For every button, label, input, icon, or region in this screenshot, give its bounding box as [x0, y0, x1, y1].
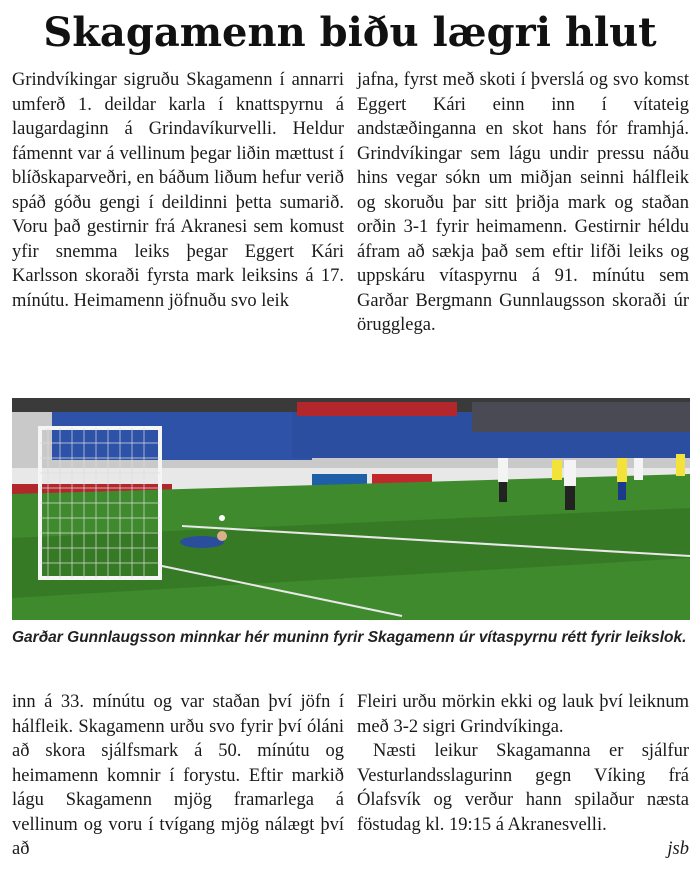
player-legs — [499, 482, 507, 502]
paragraph: Fleiri urðu mörkin ekki og lauk því leiknum með 3-2 sigri Grindvíkinga. — [357, 692, 689, 737]
goalkeeper-head — [217, 531, 227, 541]
article-column-3 — [12, 690, 344, 862]
paragraph: Næsti leikur Skagamanna er sjálfur Vesturlandsslagurinn gegn Víking frá Ólafsvík og verður hann spilaður næsta föstudag kl. 19:15 á Akranesvelli. — [357, 741, 689, 835]
football-match-image — [12, 398, 690, 620]
player-home — [676, 454, 685, 476]
headline: Skagamenn biðu lægri hlut — [43, 9, 657, 56]
player-legs — [618, 482, 626, 500]
stand-left — [52, 410, 312, 460]
article-column-4 — [357, 690, 689, 862]
match-photo — [12, 398, 690, 620]
paragraph: inn á 33. mínútu og var staðan því jöfn í hálfleik. Skagamenn urðu svo fyrir því óláni að skora sjálfsmark á 50. mínútu og heimamenn komnir í forystu. Eftir markið lágu Skagamenn mjög framarlega á vellinum og voru í tvígang mjög nálægt því að — [12, 692, 344, 859]
author-signature: jsb — [667, 839, 689, 859]
paragraph: Grindvíkingar sigruðu Skagamenn í annarri umferð 1. deildar karla í knattspyrnu á laugardaginn á Grindavíkurvelli. Heldur fámennt var á vellinum þegar liðin mættust í blíðskaparveðri, en báðum liðum hefur verið spáð góðu gengi í deildinni þetta sumarið. Voru það gestirnir frá Akranesi sem komust yfir snemma leiks þegar Eggert Kári Karlsson skoraði fyrsta mark leiksins á 17. mínútu. Heimamenn jöfnuðu svo leik — [12, 70, 344, 311]
stand-banner — [297, 402, 457, 416]
crowd — [472, 402, 690, 432]
ball — [219, 515, 225, 521]
player-away — [564, 460, 576, 486]
article-column-1 — [12, 68, 344, 313]
paragraph: jafna, fyrst með skoti í þverslá og svo komst Eggert Kári einn inn í vítateig andstæðinganna en skot hans fór framhjá. Grindvíkingar sem lágu undir pressu náðu hins vegar sókn um miðjan seinni hálfleik og skoruðu þar sitt þriðja mark og staðan orðin 3-1 fyrir heimamenn. Gestirnir héldu áfram að sækja það sem eftir lifði leiks og uppskáru vítaspyrnu á 91. mínútu sem Garðar Bergmann Gunnlaugsson skoraði úr örugglega. — [357, 70, 689, 335]
player-home — [617, 458, 627, 482]
player-legs — [565, 486, 575, 510]
article-column-2 — [357, 68, 689, 338]
player-away — [498, 458, 508, 482]
player-away — [634, 458, 643, 480]
photo-caption: Garðar Gunnlaugsson minnkar hér muninn fyrir Skagamenn úr vítaspyrnu rétt fyrir leikslok. — [12, 629, 687, 646]
player-home — [552, 460, 562, 480]
